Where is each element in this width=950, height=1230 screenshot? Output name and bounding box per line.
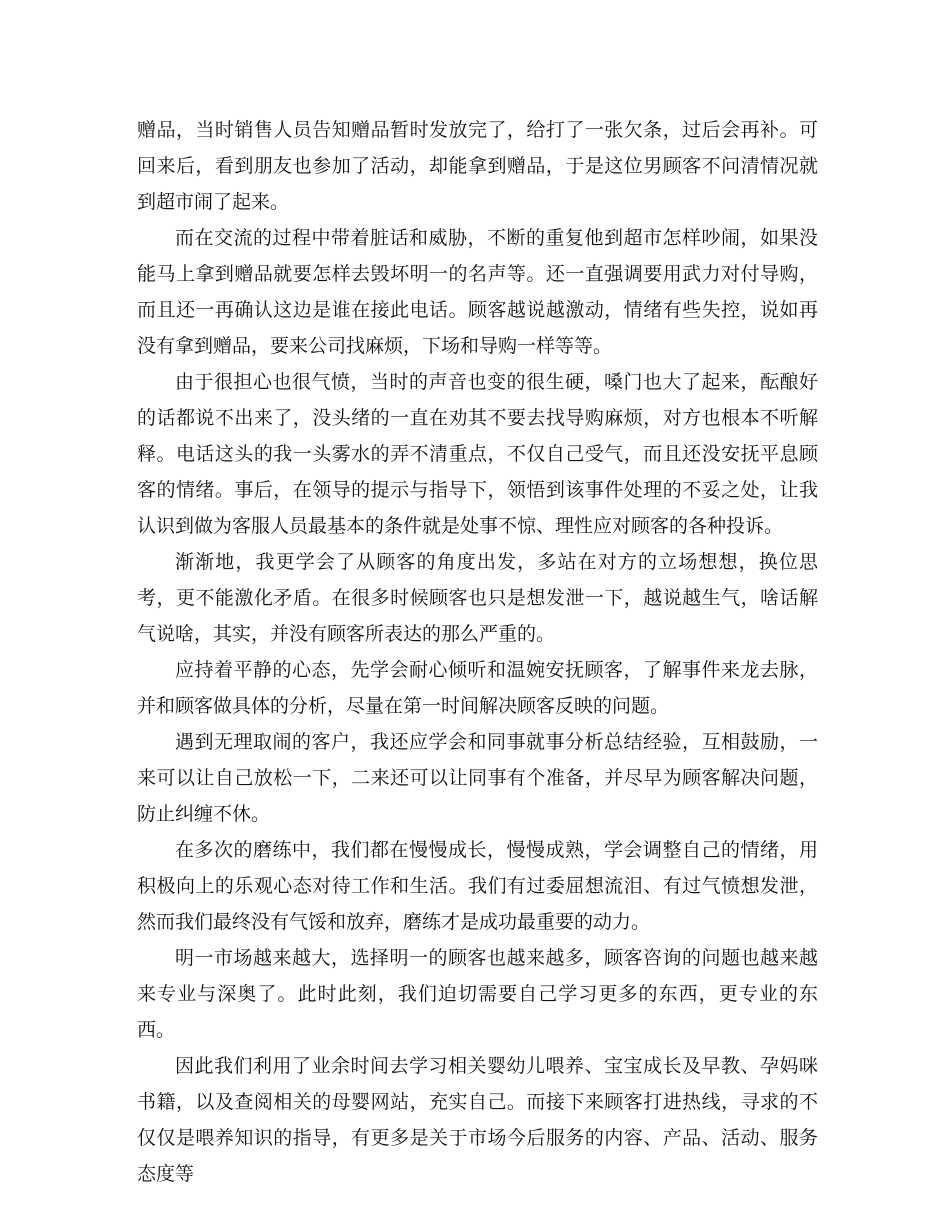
paragraph: 由于很担心也很气愤，当时的声音也变的很生硬，嗓门也大了起来，酝酿好的话都说不出来了，没头绪的一直在劝其不要去找导购麻烦，对方也根本不听解释。电话这头的我一头雾水的弄不清重点，不仅自己受气，而且还没安抚平息顾客的情绪。事后，在领导的提示与指导下，领悟到该事件处理的不妥之处，让我认识到做为客服人员最基本的条件就是处事不惊、理性应对顾客的各种投诉。 [137, 371, 818, 537]
paragraph: 遇到无理取闹的客户，我还应学会和同事就事分析总结经验，互相鼓励，一来可以让自己放松一下，二来还可以让同事有个准备，并尽早为顾客解决问题，防止纠缠不休。 [137, 731, 818, 825]
paragraph: 渐渐地，我更学会了从顾客的角度出发，多站在对方的立场想想，换位思考，更不能激化矛盾。在很多时候顾客也只是想发泄一下，越说越生气，啥话解气说啥，其实，并没有顾客所表达的那么严重的。 [137, 551, 818, 645]
paragraph: 在多次的磨练中，我们都在慢慢成长，慢慢成熟，学会调整自己的情绪，用积极向上的乐观心态对待工作和生活。我们有过委屈想流泪、有过气愤想发泄，然而我们最终没有气馁和放弃，磨练才是成功最重要的动力。 [137, 839, 818, 933]
paragraph: 因此我们利用了业余时间去学习相关婴幼儿喂养、宝宝成长及早教、孕妈咪书籍，以及查阅相关的母婴网站，充实自己。而接下来顾客打进热线，寻求的不仅仅是喂养知识的指导，有更多是关于市场今后服务的内容、产品、活动、服务态度等 [137, 1055, 818, 1185]
document-body [137, 112, 818, 1192]
paragraph: 明一市场越来越大，选择明一的顾客也越来越多，顾客咨询的问题也越来越来专业与深奥了。此时此刻，我们迫切需要自己学习更多的东西，更专业的东西。 [137, 947, 818, 1041]
paragraph: 应持着平静的心态，先学会耐心倾听和温婉安抚顾客，了解事件来龙去脉，并和顾客做具体的分析，尽量在第一时间解决顾客反映的问题。 [137, 659, 818, 717]
paragraph: 赠品，当时销售人员告知赠品暂时发放完了，给打了一张欠条，过后会再补。可回来后，看到朋友也参加了活动，却能拿到赠品，于是这位男顾客不问清情况就到超市闹了起来。 [137, 119, 818, 213]
paragraph: 而在交流的过程中带着脏话和威胁，不断的重复他到超市怎样吵闹，如果没能马上拿到赠品就要怎样去毁坏明一的名声等。还一直强调要用武力对付导购，而且还一再确认这边是谁在接此电话。顾客越说越激动，情绪有些失控，说如再没有拿到赠品，要来公司找麻烦，下场和导购一样等等。 [137, 227, 818, 357]
